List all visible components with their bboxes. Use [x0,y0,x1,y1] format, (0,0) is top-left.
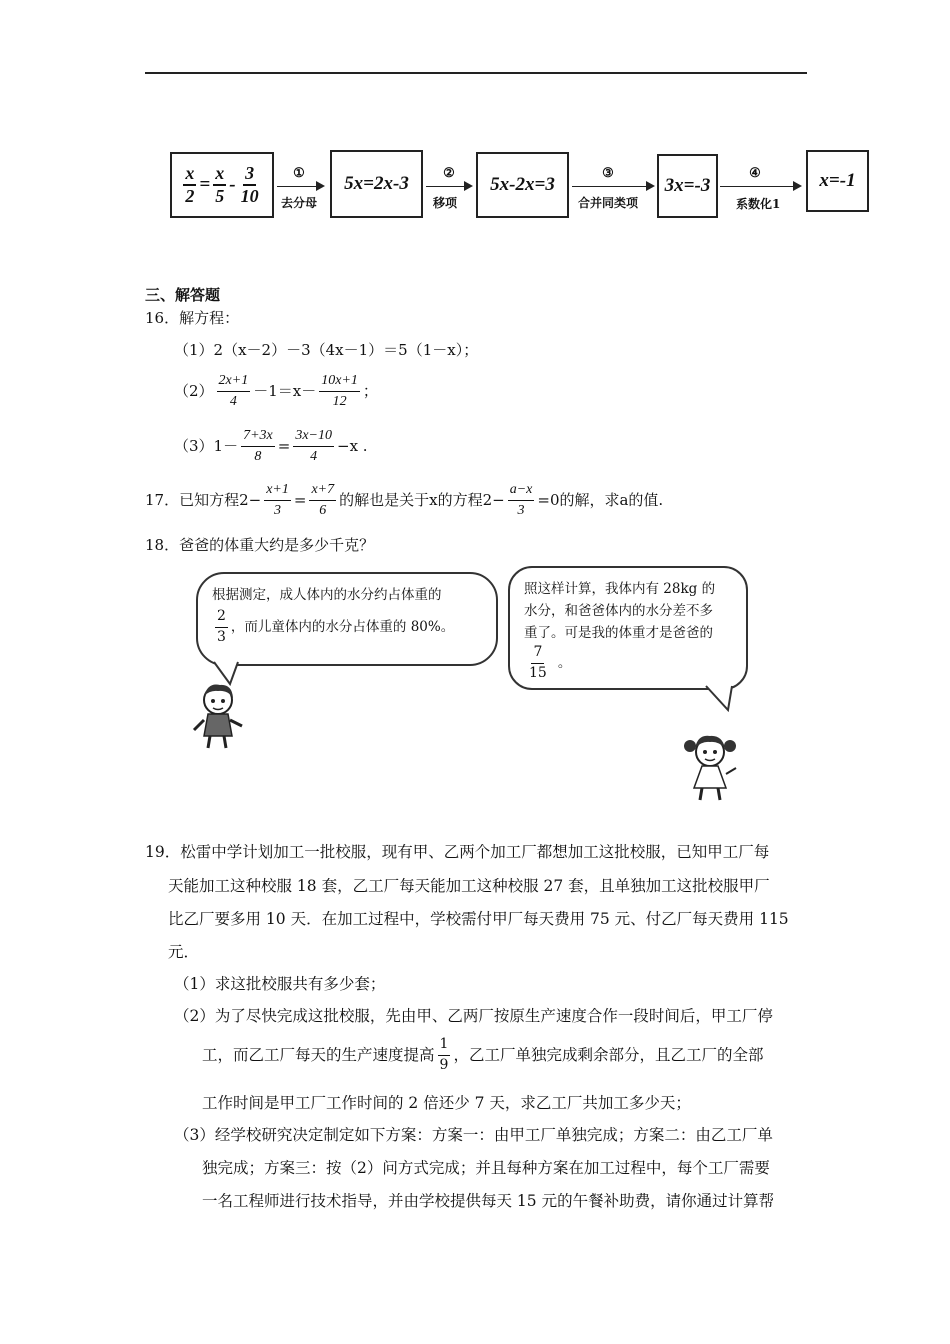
q19-sub3-line1: （3）经学校研究决定制定如下方案：方案一：由甲工厂单独完成；方案二：由乙工厂单 [174,1126,773,1144]
q17-frac1: $\frac{x+1}{3}$ [266,482,289,518]
bubble-boy-line1: 根据测定，成人体内的水分约占体重的 [212,587,442,603]
step-1-number: ① [293,166,305,181]
flow-box-4: 3x=-3 [657,154,718,218]
q16-p2-frac1: $\frac{2x+1}{4}$ [218,373,249,409]
flow-eq: = [199,174,211,195]
q19-line4: 元． [168,943,200,961]
step-3-arrow [572,186,648,187]
girl-cartoon-illustration [676,730,746,804]
step-4-arrowhead [793,181,802,191]
step-1-arrowhead [316,181,325,191]
q19-sub3-line2: 独完成；方案三：按（2）问方式完成；并且每种方案在加工过程中，每个工厂需要 [202,1159,770,1177]
step-3-arrowhead [646,181,655,191]
flow-box-2: 5x=2x-3 [330,150,423,218]
q16-p2-label: （2） [174,382,214,400]
q16-p3-label: （3）1－ [174,437,239,455]
step-1-label: 去分母 [281,196,318,210]
q16-p3-end: −x . [337,437,368,455]
bubble-girl-line1: 照这样计算，我体内有 28kg 的 [524,581,716,597]
q19-sub1: （1）求这批校服共有多少套； [174,975,386,993]
q16-p2-mid: －1＝x－ [253,382,317,400]
speech-bubble-girl [508,566,748,690]
q19-sub2-line1: （2）为了尽快完成这批校服，先由甲、乙两厂按原生产速度合作一段时间后，甲工厂停 [174,1007,773,1025]
bubble-girl-tail [704,684,736,712]
q17-frac2: $\frac{x+7}{6}$ [311,482,335,518]
step-4-label: 系数化1 [736,197,781,211]
step-4-arrow [720,186,795,187]
step-2-arrowhead [464,181,473,191]
step-4-number: ④ [749,166,761,181]
q17-part-d: =0的解，求a的值. [537,491,664,509]
bubble-girl-end: 。 [557,655,572,671]
bubble-girl-frac: $\frac{7}{15}$ [529,644,547,681]
q16-p3-mid: = [277,437,291,455]
step-3-label: 合并同类项 [578,196,639,210]
q19-sub2-post: ，乙工厂单独完成剩余部分，且乙工厂的全部 [453,1045,764,1064]
q16-p3-frac1: $\frac{7+3x}{8}$ [243,428,273,464]
step-1-arrow [277,186,318,187]
header-rule [145,72,807,74]
q19-sub2-pre: 工，而乙工厂每天的生产速度提高 [202,1045,435,1064]
q18-title: 18．爸爸的体重大约是多少千克？ [145,536,375,554]
q16-p2-frac2: $\frac{10x+1}{12}$ [321,373,358,409]
flow-frac-3-10: $\frac{3}{10}$ [240,163,259,206]
q19-sub2-line3: 工作时间是甲工厂工作时间的 2 倍还少 7 天，求乙工厂共加工多少天； [202,1094,691,1112]
flow-frac-x-5: $\frac{x}{5}$ [215,163,225,206]
speech-bubble-boy [196,572,498,666]
step-2-label: 移项 [433,196,458,210]
q19-frac-1-9: $\frac{1}{9}$ [439,1036,449,1073]
flow-box-1 [170,152,274,218]
q16-title: 16．解方程： [145,309,240,327]
q17-part-b: = [293,491,307,509]
step-2-number: ② [443,166,455,181]
flow-box-5: x=-1 [806,150,869,212]
q19-sub2-line2 [202,1036,763,1074]
flow-frac-x-2: $\frac{x}{2}$ [185,163,195,206]
flow-minus: - [229,174,236,195]
boy-cartoon-illustration [190,680,250,750]
q19-sub3-line3: 一名工程师进行技术指导，并由学校提供每天 15 元的午餐补助费，请你通过计算帮 [202,1192,775,1210]
section-title: 三、解答题 [145,286,221,304]
bubble-girl-line2: 水分，和爸爸体内的水分差不多 [524,603,713,619]
q19-line1: 19．松雷中学计划加工一批校服，现有甲、乙两个加工厂都想加工这批校服，已知甲工厂每 [145,843,770,861]
q16-p2-end: ； [362,382,378,400]
step-3-number: ③ [602,166,614,181]
q17-line [145,481,663,519]
q19-line3: 比乙厂要多用 10 天．在加工过程中，学校需付甲厂每天费用 75 元、付乙厂每天费用 115 [168,910,789,928]
q17-frac3: $\frac{a-x}{3}$ [509,482,533,518]
step-2-arrow [426,186,466,187]
flow-box-3: 5x-2x=3 [476,152,569,218]
q16-part2 [174,372,378,410]
q16-part3 [174,427,368,465]
q19-line2: 天能加工这种校服 18 套，乙工厂每天能加工这种校服 27 套，且单独加工这批校服甲厂 [168,877,770,895]
q16-p3-frac2: $\frac{3x-10}{4}$ [295,428,333,464]
bubble-girl-line3: 重了。可是我的体重才是爸爸的 [524,625,713,641]
q17-part-c: 的解也是关于x的方程2− [339,491,505,509]
bubble-boy-line2: ，而儿童体内的水分占体重的 80%。 [230,619,455,635]
bubble-boy-frac: $\frac{2}{3}$ [217,608,226,645]
q16-part1: （1）2（x－2）－3（4x－1）＝5（1－x）； [174,341,479,359]
q17-part-a: 17．已知方程2− [145,491,262,509]
